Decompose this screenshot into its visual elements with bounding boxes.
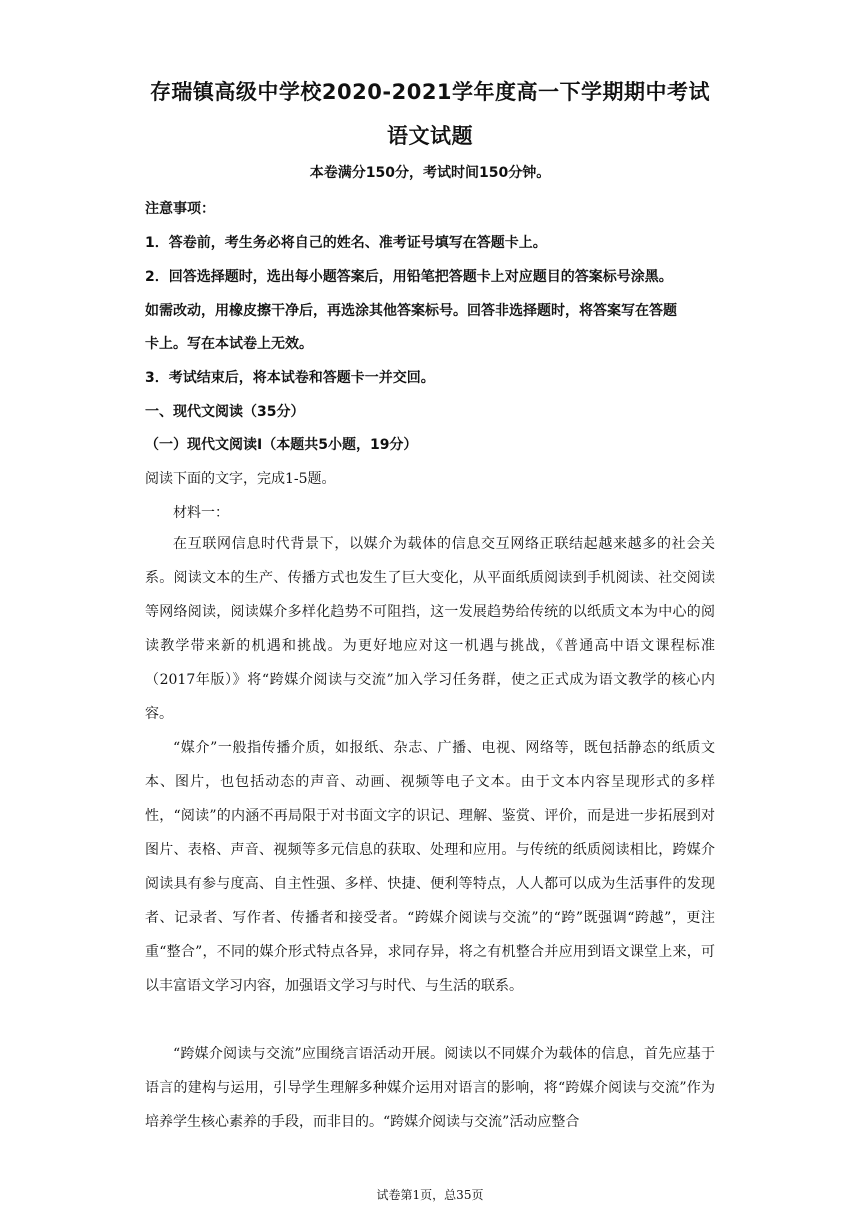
page-footer: 试卷第1页，总35页 [376,1188,484,1202]
paragraph-3: “跨媒介阅读与交流”应围绕言语活动开展。阅读以不同媒介为载体的信息，首先应基于语言的建构与运用，引导学生理解多种媒介运用对语言的影响，将“跨媒介阅读与交流”作为培养学生核心素养的手段，而非目的。“跨媒介阅读与交流”活动应整合 [145,1046,715,1130]
note-item-3: 3．考试结束后，将本试卷和答题卡一并交回。 [145,370,435,386]
section-heading: 一、现代文阅读（35分） [145,404,305,420]
reading-instruction: 阅读下面的文字，完成1-5题。 [145,471,336,487]
exam-info: 本卷满分150分，考试时间150分钟。 [309,165,551,181]
paragraph-1: 在互联网信息时代背景下，以媒介为载体的信息交互网络正联结起越来越多的社会关系。阅读文本的生产、传播方式也发生了巨大变化，从平面纸质阅读到手机阅读、社交阅读等网络阅读，阅读媒介多样化趋势不可阻挡，这一发展趋势给传统的以纸质文本为中心的阅读教学带来新的机遇和挑战。为更好地应对这一机遇与挑战，《普通高中语文课程标准（2017年版）》将“跨媒介阅读与交流”加入学习任务群，使之正式成为语文教学的核心内容。 [145,536,715,722]
note-item-2-line-2: 如需改动，用橡皮擦干净后，再选涂其他答案标号。回答非选择题时，将答案写在答题 [145,303,677,319]
subject-title: 语文试题 [387,124,473,148]
note-item-2-line-3: 卡上。写在本试卷上无效。 [145,336,313,352]
subsection-heading: （一）现代文阅读Ⅰ（本题共5小题，19分） [145,437,418,453]
note-item-2-line-1: 2．回答选择题时，选出每小题答案后，用铅笔把答题卡上对应题目的答案标号涂黑。 [145,269,673,285]
material-label: 材料一： [173,505,229,521]
exam-title: 存瑞镇高级中学校2020-2021学年度高一下学期期中考试 [149,80,711,104]
notes-heading: 注意事项： [145,201,215,217]
note-item-1: 1．答卷前，考生务必将自己的姓名、准考证号填写在答题卡上。 [145,235,547,251]
paragraph-2: “媒介”一般指传播介质，如报纸、杂志、广播、电视、网络等，既包括静态的纸质文本、图片，也包括动态的声音、动画、视频等电子文本。由于文本内容呈现形式的多样性，“阅读”的内涵不再局限于对书面文字的识记、理解、鉴赏、评价，而是进一步拓展到对图片、表格、声音、视频等多元信息的获取、处理和应用。与传统的纸质阅读相比，跨媒介阅读具有参与度高、自主性强、多样、快捷、便利等特点，人人都可以成为生活事件的发现者、记录者、写作者、传播者和接受者。“跨媒介阅读与交流”的“跨”既强调“跨越”，更注重“整合”，不同的媒介形式特点各异，求同存异，将之有机整合并应用到语文课堂上来，可以丰富语文学习内容，加强语文学习与时代、与生活的联系。 [145,740,715,994]
